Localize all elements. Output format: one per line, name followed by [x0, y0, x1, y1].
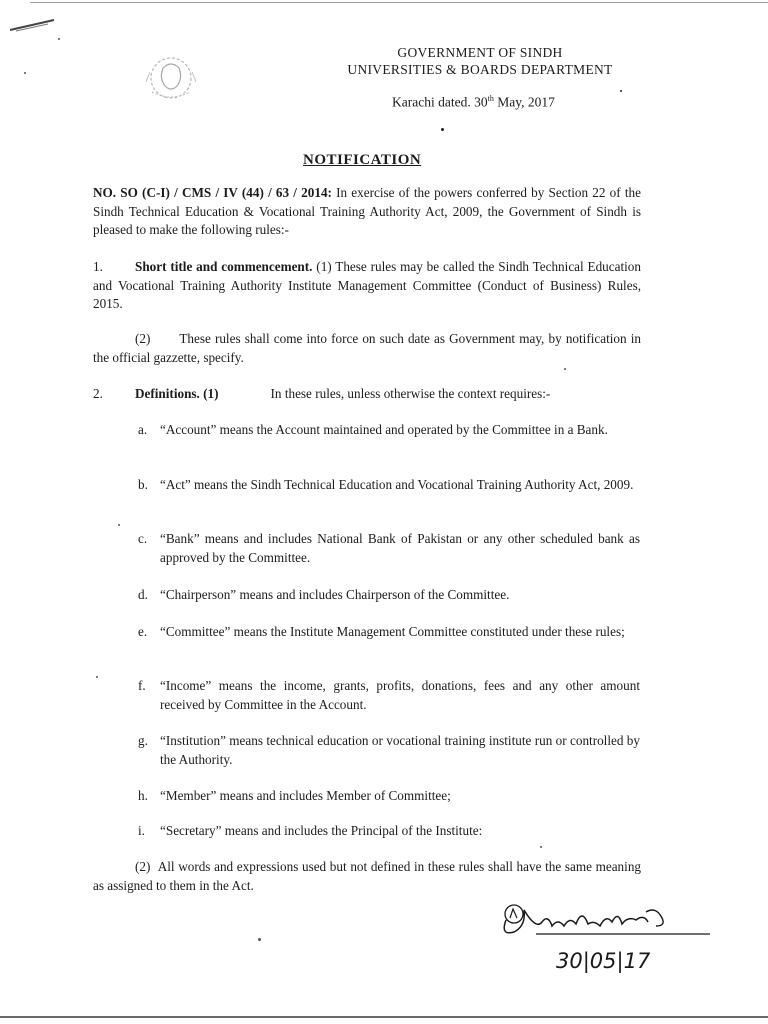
handwritten-signature-icon — [496, 896, 716, 976]
definition-item — [138, 732, 640, 769]
definition-text: “Act” means the Sindh Technical Education and Vocational Training Authority Act, 2009. — [160, 477, 634, 492]
scan-edge-bottom — [0, 1016, 768, 1018]
closing-subrule — [93, 858, 641, 895]
rule-2-text: In these rules, unless otherwise the context requires:- — [270, 386, 551, 401]
issue-date-suffix: May, 2017 — [493, 94, 555, 110]
rule-1 — [93, 258, 641, 314]
letterhead — [330, 44, 630, 78]
definition-text: “Income” means the income, grants, profits, donations, fees and any other amount received by Committee in the Account. — [160, 678, 640, 712]
speck — [96, 676, 98, 678]
intro-paragraph — [93, 184, 641, 240]
definition-text: “Committee” means the Institute Management Committee constituted under these rules; — [160, 624, 625, 639]
definition-letter: a. — [138, 422, 148, 437]
definition-text: “Member” means and includes Member of Committee; — [160, 788, 451, 803]
subrule-number: (2) — [135, 331, 151, 346]
government-seal-icon — [128, 52, 214, 108]
definition-letter: c. — [138, 531, 148, 546]
definition-text: “Secretary” means and includes the Principal of the Institute: — [160, 823, 483, 838]
definition-letter: e. — [138, 624, 148, 639]
letterhead-government: GOVERNMENT OF SINDH — [397, 45, 563, 60]
rule-2 — [93, 385, 641, 404]
intro-text: In exercise of the powers conferred by Section 22 of the Sindh Technical Education & Vocational Training Authority Act, 2009, the Government of Sindh is pleased to make the following rules:- — [93, 185, 641, 237]
rule-1-number: 1. — [93, 259, 103, 274]
definition-letter: f. — [138, 678, 146, 693]
definition-item — [138, 421, 640, 440]
speck — [564, 368, 566, 370]
rule-1-heading: Short title and commencement. — [135, 259, 313, 274]
issue-date-prefix: Karachi dated. 30 — [392, 94, 488, 110]
rule-1-subrule-2 — [93, 330, 641, 367]
rule-2-number: 2. — [93, 386, 103, 401]
definition-text: “Bank” means and includes National Bank of Pakistan or any other scheduled bank as approved by the Committee. — [160, 531, 640, 565]
definition-text: “Institution” means technical education or vocational training institute run or controlled by the Authority. — [160, 733, 640, 767]
rule-1-text: (1) These rules may be called the Sindh Technical Education and Vocational Training Authority Institute Management Committee (Conduct of Business) Rules, 2015. — [93, 259, 641, 311]
definition-letter: h. — [138, 788, 148, 803]
speck — [441, 128, 444, 131]
closing-text: All words and expressions used but not defined in these rules shall have the same meaning as assigned to them in the Act. — [93, 859, 642, 893]
speck — [24, 72, 26, 74]
rule-2-heading: Definitions. (1) — [135, 386, 219, 401]
scan-edge-top — [30, 2, 768, 3]
subrule-text: These rules shall come into force on such date as Government may, by notification in the official gazzette, specify. — [93, 331, 641, 365]
definition-item — [138, 787, 640, 806]
closing-number: (2) — [135, 859, 151, 874]
document-title: NOTIFICATION — [303, 152, 422, 168]
definition-item — [138, 677, 640, 714]
definition-letter: i. — [138, 823, 145, 838]
letterhead-department: UNIVERSITIES & BOARDS DEPARTMENT — [347, 62, 613, 77]
speck — [620, 90, 622, 92]
definition-letter: d. — [138, 587, 148, 602]
definition-item — [138, 586, 640, 605]
issue-date-sup: th — [487, 94, 494, 103]
speck — [258, 938, 261, 941]
signature-date: 30|05|17 — [556, 949, 651, 973]
definition-text: “Account” means the Account maintained and operated by the Committee in a Bank. — [160, 422, 608, 437]
staple-mark-icon — [8, 18, 58, 32]
speck — [58, 38, 60, 40]
definition-item — [138, 822, 640, 841]
issue-date — [392, 94, 555, 111]
definition-item — [138, 530, 640, 567]
notification-number: NO. SO (C-I) / CMS / IV (44) / 63 / 2014: — [93, 185, 332, 200]
definition-letter: g. — [138, 733, 148, 748]
definition-item — [138, 476, 640, 495]
speck — [540, 846, 542, 848]
speck — [118, 524, 120, 526]
definition-text: “Chairperson” means and includes Chairperson of the Committee. — [160, 587, 510, 602]
definition-item — [138, 623, 640, 642]
definition-letter: b. — [138, 477, 148, 492]
